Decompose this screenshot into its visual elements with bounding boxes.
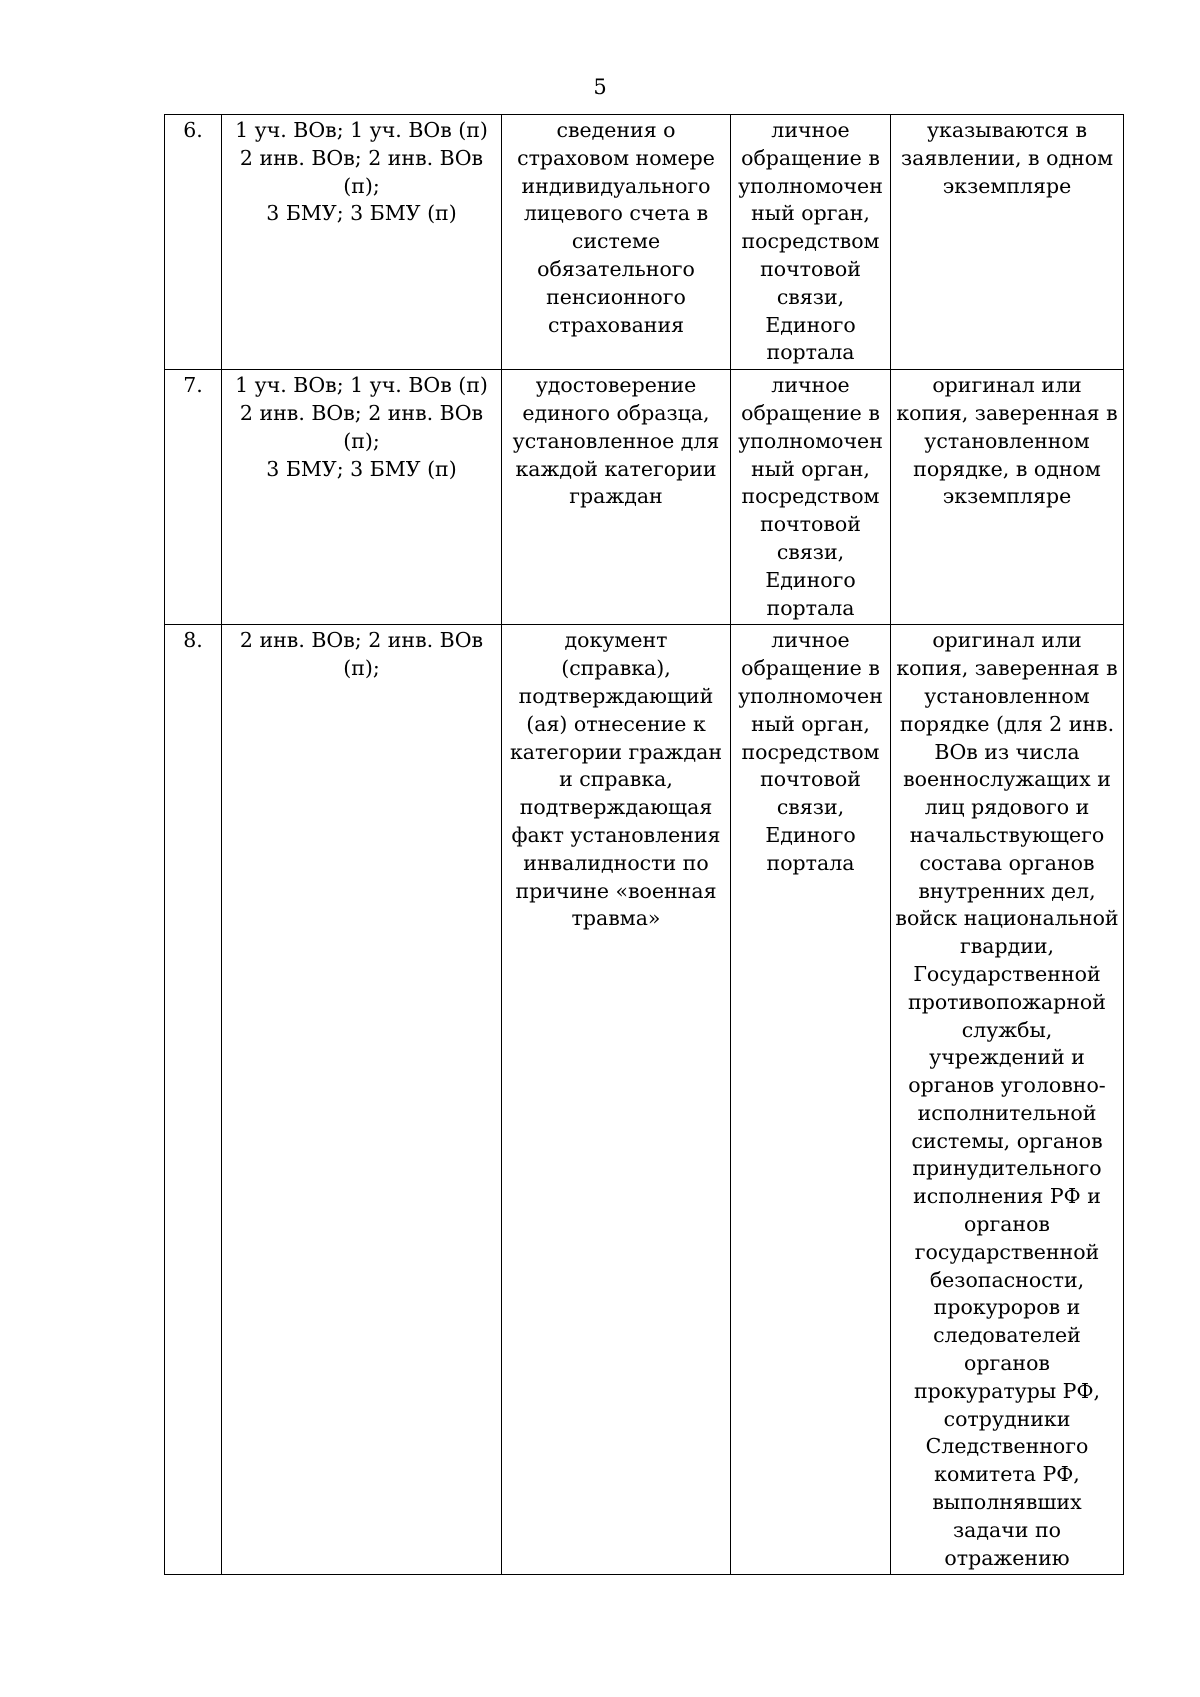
- form-line: безопасности,: [929, 1267, 1085, 1292]
- form-line: государственной: [914, 1239, 1100, 1264]
- form-line: внутренних дел,: [918, 878, 1096, 903]
- method-line: ный орган,: [751, 456, 870, 481]
- method-line: обращение в: [741, 145, 880, 170]
- categories-cell: [222, 370, 502, 625]
- categories-line: (п);: [343, 656, 380, 681]
- document-line: категории граждан: [509, 739, 722, 764]
- method-line: личное: [771, 373, 850, 398]
- categories-line: 1 уч. ВОв; 1 уч. ВОв (п): [235, 118, 488, 142]
- method-cell: [731, 115, 891, 370]
- document-line: факт установления: [511, 822, 721, 847]
- document-line: страхования: [547, 312, 685, 337]
- form-line: установленном: [924, 428, 1090, 453]
- row-number-cell: [165, 370, 222, 625]
- form-line: исполнения РФ и: [913, 1184, 1101, 1209]
- method-line: посредством: [741, 484, 880, 509]
- form-cell: [891, 370, 1124, 625]
- document-cell: [502, 370, 731, 625]
- document-line: системе: [571, 229, 661, 254]
- method-line: обращение в: [741, 656, 880, 681]
- form-line: задачи по: [953, 1517, 1061, 1542]
- document-cell: [502, 625, 731, 1575]
- form-line: Государственной: [913, 961, 1101, 986]
- form-line: исполнительной: [917, 1100, 1097, 1125]
- table-row: [165, 370, 1124, 625]
- document-line: подтверждающий: [518, 683, 714, 708]
- method-line: личное: [771, 628, 850, 653]
- form-line: органов уголовно-: [908, 1073, 1106, 1098]
- row-number: 8.: [183, 628, 203, 653]
- method-line: Единого: [765, 822, 856, 847]
- method-line: Единого: [765, 567, 856, 592]
- form-line: порядке (для 2 инв.: [899, 711, 1115, 736]
- method-line: посредством: [741, 739, 880, 764]
- method-line: уполномочен: [738, 173, 883, 198]
- document-line: удостоверение: [535, 373, 697, 398]
- method-line: портала: [766, 340, 855, 365]
- method-line: почтовой: [760, 512, 861, 537]
- method-line: Единого: [765, 312, 856, 337]
- form-line: военнослужащих и: [903, 767, 1111, 792]
- form-line: копия, заверенная в: [896, 400, 1118, 425]
- form-line: оригинал или: [932, 628, 1082, 653]
- form-line: органов: [964, 1351, 1050, 1376]
- requirements-table: [164, 114, 1124, 1575]
- categories-cell: [222, 625, 502, 1575]
- document-line: граждан: [569, 484, 663, 509]
- categories-line: 1 уч. ВОв; 1 уч. ВОв (п): [235, 373, 488, 398]
- method-cell: [731, 370, 891, 625]
- form-line: противопожарной: [908, 989, 1106, 1014]
- form-line: прокуратуры РФ,: [913, 1378, 1101, 1403]
- method-line: связи,: [776, 284, 845, 309]
- form-line: копия, заверенная в: [896, 656, 1118, 681]
- form-line: следователей: [933, 1323, 1081, 1348]
- row-number: 6.: [183, 118, 203, 142]
- form-line: системы, органов: [911, 1128, 1103, 1153]
- form-cell: [891, 115, 1124, 370]
- form-line: выполнявших: [932, 1490, 1082, 1515]
- row-number-cell: [165, 625, 222, 1575]
- method-line: ный орган,: [751, 201, 870, 226]
- form-line: ВОв из числа: [934, 739, 1080, 764]
- form-line: принудительного: [912, 1156, 1102, 1181]
- document-line: (ая) отнесение к: [526, 711, 706, 736]
- document-line: (справка),: [561, 656, 671, 681]
- document-line: сведения о: [556, 118, 676, 142]
- categories-cell: [222, 115, 502, 370]
- categories-line: (п);: [343, 428, 380, 453]
- form-line: оригинал или: [932, 373, 1082, 398]
- document-line: единого образца,: [522, 400, 710, 425]
- form-cell: [891, 625, 1124, 1575]
- method-line: уполномочен: [738, 428, 883, 453]
- page-number: 5: [593, 75, 607, 99]
- form-line: сотрудники: [943, 1406, 1071, 1431]
- method-line: связи,: [776, 539, 845, 564]
- method-line: ный орган,: [751, 711, 870, 736]
- document-line: травма»: [571, 906, 661, 931]
- form-line: заявлении, в одном: [900, 145, 1114, 170]
- form-line: порядке, в одном: [913, 456, 1101, 481]
- categories-line: (п);: [343, 173, 380, 198]
- row-number-cell: [165, 115, 222, 370]
- form-line: установленном: [924, 683, 1090, 708]
- document-line: индивидуального: [521, 173, 711, 198]
- document-line: каждой категории: [515, 456, 717, 481]
- form-line: состава органов: [919, 850, 1095, 875]
- categories-line: 2 инв. ВОв; 2 инв. ВОв: [239, 400, 484, 425]
- document-line: причине «военная: [515, 878, 717, 903]
- table-row: [165, 625, 1124, 1575]
- form-line: начальствующего: [909, 822, 1105, 847]
- form-line: Следственного: [925, 1434, 1089, 1459]
- form-line: экземпляре: [942, 484, 1072, 509]
- categories-line: 3 БМУ; 3 БМУ (п): [266, 456, 457, 481]
- document-line: подтверждающая: [519, 795, 713, 820]
- categories-line: 3 БМУ; 3 БМУ (п): [266, 201, 457, 226]
- form-line: учреждений и: [929, 1045, 1085, 1070]
- form-line: прокуроров и: [933, 1295, 1081, 1320]
- form-line: службы,: [961, 1017, 1053, 1042]
- method-line: связи,: [776, 795, 845, 820]
- method-line: посредством: [741, 229, 880, 254]
- document-line: инвалидности по: [523, 850, 709, 875]
- row-number: 7.: [183, 373, 203, 398]
- method-line: обращение в: [741, 400, 880, 425]
- table-row: [165, 115, 1124, 370]
- method-line: уполномочен: [738, 683, 883, 708]
- categories-line: 2 инв. ВОв; 2 инв. ВОв: [239, 145, 484, 170]
- method-line: портала: [766, 595, 855, 620]
- form-line: органов: [964, 1212, 1050, 1237]
- document-line: обязательного: [537, 256, 695, 281]
- categories-line: 2 инв. ВОв; 2 инв. ВОв: [239, 628, 484, 653]
- method-line: портала: [766, 850, 855, 875]
- document-line: страховом номере: [517, 145, 715, 170]
- method-cell: [731, 625, 891, 1575]
- document-cell: [502, 115, 731, 370]
- form-line: указываются в: [926, 118, 1088, 142]
- document-line: и справка,: [559, 767, 673, 792]
- form-line: отражению: [944, 1545, 1070, 1570]
- form-line: лиц рядового и: [924, 795, 1090, 820]
- method-line: личное: [771, 118, 850, 142]
- form-line: комитета РФ,: [934, 1462, 1080, 1487]
- form-line: экземпляре: [942, 173, 1072, 198]
- method-line: почтовой: [760, 256, 861, 281]
- document-line: документ: [564, 628, 668, 653]
- method-line: почтовой: [760, 767, 861, 792]
- form-line: гвардии,: [959, 934, 1055, 959]
- document-line: установленное для: [512, 428, 720, 453]
- document-line: пенсионного: [546, 284, 686, 309]
- form-line: войск национальной: [895, 906, 1119, 931]
- document-line: лицевого счета в: [523, 201, 709, 226]
